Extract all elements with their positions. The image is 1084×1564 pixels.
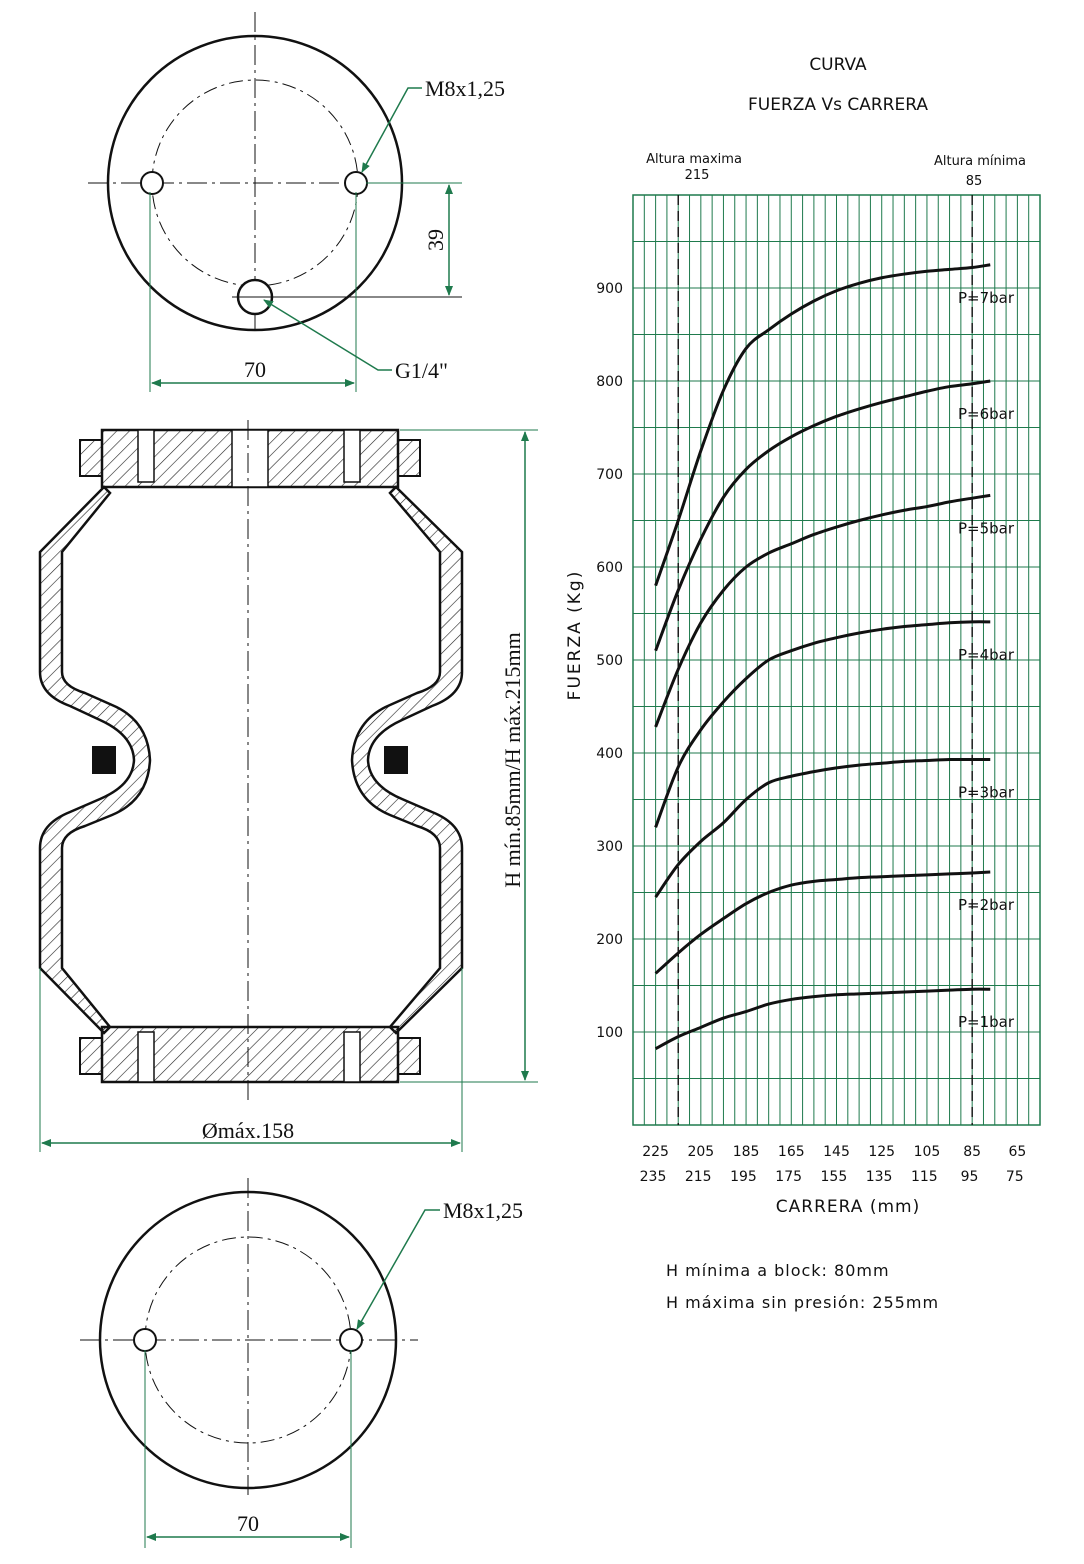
max-height-label: Altura maxima [646, 152, 742, 167]
top-port-label: G1/4" [395, 358, 448, 383]
y-axis-label: FUERZA (Kg) [565, 569, 585, 701]
min-height-value: 85 [965, 174, 983, 189]
x-tick-label-lower: 215 [684, 1169, 712, 1185]
y-tick-label: 500 [596, 653, 623, 669]
x-tick-label-upper: 205 [687, 1144, 715, 1160]
y-tick-label: 200 [596, 932, 623, 948]
series-label-6bar: P=6bar [958, 405, 1015, 423]
x-tick-label-lower: 135 [865, 1169, 893, 1185]
x-tick-label-upper: 165 [777, 1144, 805, 1160]
y-tick-label: 300 [596, 839, 623, 855]
bottom-view [80, 1178, 523, 1548]
x-tick-label-upper: 145 [823, 1144, 850, 1160]
force-chart [565, 55, 1040, 1312]
series-label-1bar: P=1bar [958, 1013, 1015, 1032]
chart-title-line2: FUERZA Vs CARRERA [748, 95, 928, 115]
top-bolt-hole-right [345, 172, 367, 194]
min-height-label: Altura mínima [933, 154, 1027, 169]
height-dim-label: H mín.85mm/H máx.215mm [500, 632, 525, 888]
x-tick-label-upper: 225 [642, 1144, 669, 1160]
diameter-dim-label: Ømáx.158 [201, 1118, 295, 1143]
x-tick-label-lower: 195 [730, 1169, 757, 1185]
series-line-7bar [656, 265, 991, 586]
bottom-bolt-hole-right [340, 1329, 362, 1351]
bottom-dim-70: 70 [237, 1511, 259, 1536]
series-line-1bar [656, 989, 991, 1049]
x-tick-label-lower: 235 [639, 1169, 667, 1185]
series-label-4bar: P=4bar [958, 645, 1015, 664]
series-line-2bar [656, 872, 991, 973]
series-line-3bar [656, 759, 991, 897]
x-tick-label-upper: 85 [963, 1144, 982, 1160]
y-tick-labels [596, 281, 623, 1041]
series-label-7bar: P=7bar [958, 288, 1015, 307]
chart-title-line1: CURVA [809, 55, 867, 75]
x-tick-label-upper: 105 [913, 1144, 941, 1160]
girdle-ring-left [92, 746, 116, 774]
top-thread-label: M8x1,25 [425, 76, 506, 101]
girdle-ring-right [384, 746, 408, 774]
x-tick-label-upper: 185 [732, 1144, 760, 1160]
series-label-2bar: P=2bar [958, 896, 1015, 915]
x-tick-label-lower: 75 [1005, 1169, 1024, 1185]
note-max-free: H máxima sin presión: 255mm [666, 1293, 940, 1312]
y-tick-label: 900 [596, 281, 623, 297]
section-view [40, 420, 538, 1152]
x-tick-labels [640, 1144, 1027, 1185]
series-line-4bar [656, 622, 991, 828]
y-tick-label: 800 [596, 374, 623, 390]
x-tick-label-upper: 65 [1008, 1144, 1027, 1160]
y-tick-label: 600 [596, 560, 623, 576]
top-dim-39: 39 [423, 229, 448, 251]
y-tick-label: 400 [596, 746, 623, 762]
top-dim-70: 70 [244, 357, 266, 382]
x-axis-label: CARRERA (mm) [775, 1197, 921, 1217]
x-tick-label-lower: 95 [960, 1169, 979, 1185]
series-label-5bar: P=5bar [958, 519, 1015, 538]
top-view [88, 12, 505, 392]
bottom-thread-leader [357, 1210, 440, 1329]
y-tick-label: 700 [596, 467, 623, 483]
x-tick-label-lower: 175 [775, 1169, 803, 1185]
top-bolt-hole-left [141, 172, 163, 194]
series-line-6bar [656, 381, 991, 651]
series-label-3bar: P=3bar [958, 783, 1015, 802]
bottom-bolt-hole-left [134, 1329, 156, 1351]
x-tick-label-lower: 155 [820, 1169, 848, 1185]
x-tick-label-upper: 125 [868, 1144, 896, 1160]
x-tick-label-lower: 115 [910, 1169, 938, 1185]
note-min-block: H mínima a block: 80mm [666, 1261, 890, 1280]
max-height-value: 215 [684, 168, 710, 183]
bottom-thread-label: M8x1,25 [443, 1198, 524, 1223]
y-tick-label: 100 [596, 1025, 623, 1041]
